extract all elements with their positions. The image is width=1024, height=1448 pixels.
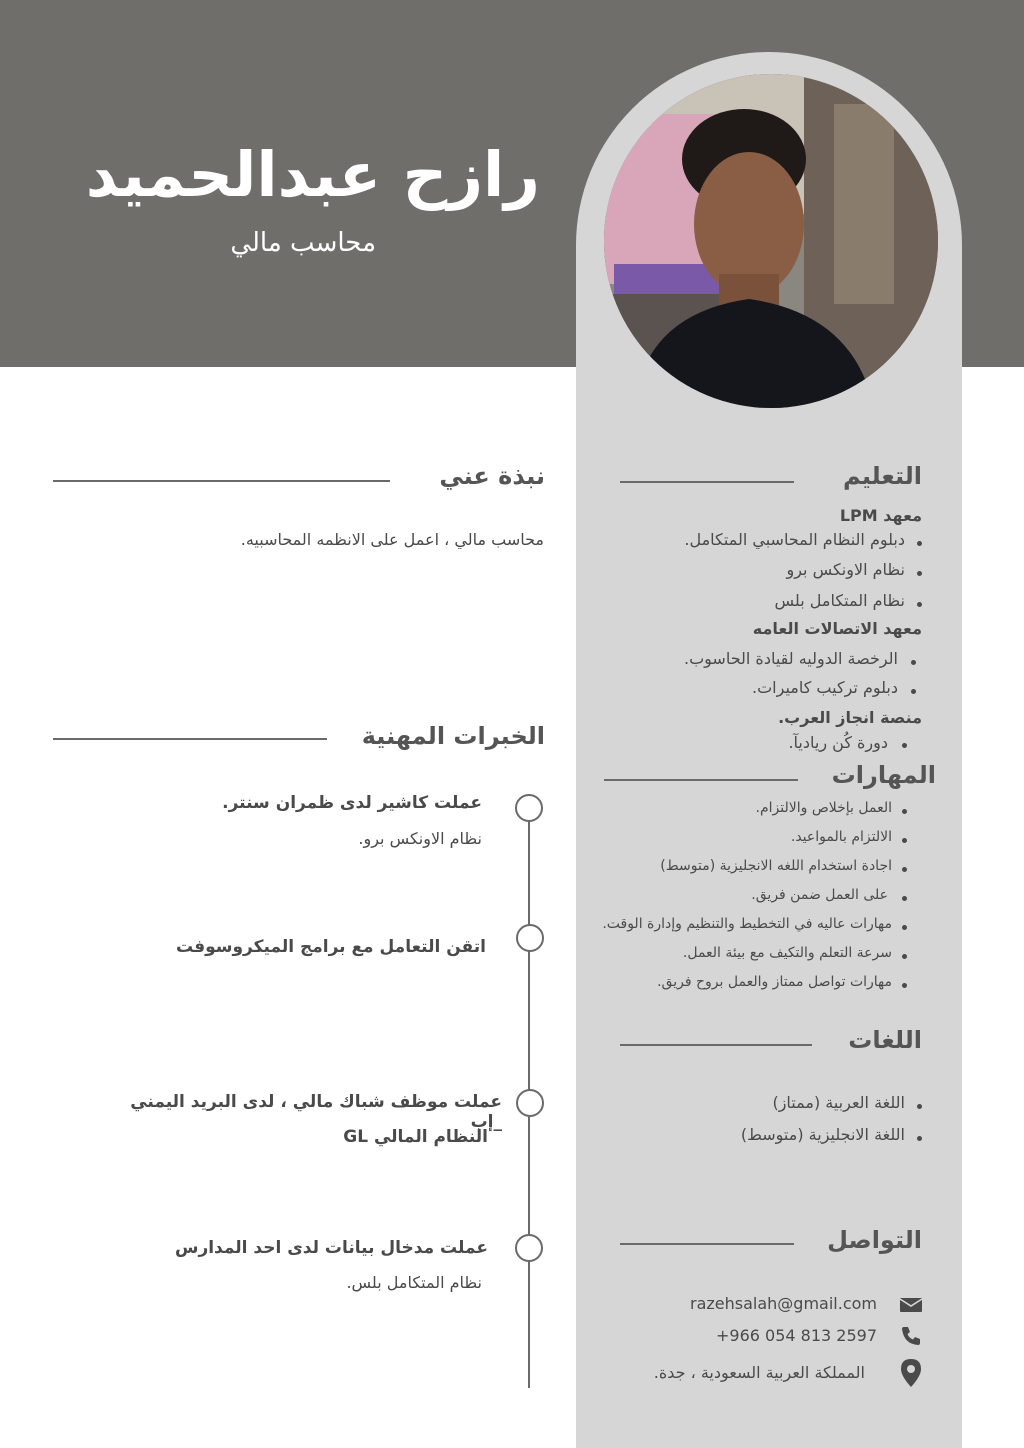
bullet-icon bbox=[902, 954, 907, 959]
phone-icon bbox=[900, 1325, 922, 1347]
education-item: دورة كُن رياديآ. bbox=[788, 733, 888, 752]
education-item: الرخصة الدوليه لقيادة الحاسوب. bbox=[684, 649, 898, 668]
experience-item-title: عملت موظف شباك مالي ، لدى البريد اليمني _إب bbox=[130, 1092, 502, 1132]
experience-divider bbox=[53, 738, 327, 740]
skills-divider bbox=[604, 779, 798, 781]
job-title: محاسب مالي bbox=[230, 228, 376, 258]
skills-title: المهارات bbox=[831, 761, 936, 789]
bullet-icon bbox=[902, 838, 907, 843]
address: المملكة العربية السعودية ، جدة. bbox=[653, 1363, 865, 1382]
bullet-icon bbox=[911, 660, 916, 665]
experience-item-detail: نظام المتكامل بلس. bbox=[346, 1273, 482, 1292]
skill-item: مهارات عاليه في التخطيط والتنظيم وإدارة الوقت. bbox=[602, 916, 892, 932]
timeline-node bbox=[515, 794, 543, 822]
bullet-icon bbox=[917, 541, 922, 546]
bullet-icon bbox=[902, 867, 907, 872]
language-item: اللغة العربية (ممتاز) bbox=[772, 1093, 905, 1112]
bullet-icon bbox=[902, 809, 907, 814]
education-title: التعليم bbox=[843, 462, 922, 490]
bullet-icon bbox=[917, 602, 922, 607]
email-icon bbox=[899, 1296, 923, 1314]
experience-item-detail: النظام المالي GL bbox=[343, 1127, 488, 1147]
bullet-icon bbox=[917, 571, 922, 576]
bullet-icon bbox=[917, 1136, 922, 1141]
experience-item-title: عملت مدخال بيانات لدى احد المدارس bbox=[174, 1238, 488, 1258]
timeline-node bbox=[516, 1089, 544, 1117]
skill-item: اجادة استخدام اللغه الانجليزية (متوسط) bbox=[660, 858, 892, 874]
experience-item-title: عملت كاشير لدى ظمران سنتر. bbox=[222, 793, 482, 813]
location-pin-icon bbox=[900, 1358, 922, 1388]
profile-photo bbox=[604, 74, 938, 408]
timeline-node bbox=[516, 924, 544, 952]
education-item: نظام الاونكس برو bbox=[786, 560, 905, 579]
education-institute: منصة انجاز العرب. bbox=[778, 708, 922, 727]
education-divider bbox=[620, 481, 794, 483]
education-institute: معهد LPM bbox=[839, 506, 922, 525]
about-title: نبذة عني bbox=[439, 462, 545, 490]
skill-item: مهارات تواصل ممتاز والعمل بروح فريق. bbox=[657, 974, 892, 990]
bullet-icon bbox=[911, 689, 916, 694]
skill-item: الالتزام بالمواعيد. bbox=[790, 829, 892, 845]
education-item: نظام المتكامل بلس bbox=[774, 591, 905, 610]
contact-title: التواصل bbox=[827, 1226, 922, 1254]
languages-title: اللغات bbox=[848, 1026, 922, 1054]
email-address[interactable]: razehsalah@gmail.com bbox=[690, 1294, 877, 1313]
bullet-icon bbox=[902, 925, 907, 930]
language-item: اللغة الانجليزية (متوسط) bbox=[740, 1125, 905, 1144]
candidate-name: رازح عبدالحميد bbox=[85, 138, 540, 211]
timeline-node bbox=[515, 1234, 543, 1262]
education-institute: معهد الاتصالات العامه bbox=[752, 619, 922, 638]
education-item: دبلوم تركيب كاميرات. bbox=[752, 678, 898, 697]
contact-divider bbox=[620, 1243, 794, 1245]
bullet-icon bbox=[902, 743, 907, 748]
skill-item: على العمل ضمن فريق. bbox=[751, 887, 888, 903]
experience-title: الخبرات المهنية bbox=[361, 722, 545, 750]
experience-item-title: اتقن التعامل مع برامج الميكروسوفت bbox=[175, 937, 486, 957]
education-item: دبلوم النظام المحاسبي المتكامل. bbox=[684, 530, 905, 549]
bullet-icon bbox=[902, 983, 907, 988]
bullet-icon bbox=[917, 1104, 922, 1109]
about-divider bbox=[53, 480, 390, 482]
skill-item: سرعة التعلم والتكيف مع بيئة العمل. bbox=[682, 945, 892, 961]
bullet-icon bbox=[902, 896, 907, 901]
experience-item-detail: نظام الاونكس برو. bbox=[358, 829, 482, 848]
languages-divider bbox=[620, 1044, 812, 1046]
phone-number[interactable]: +966 054 813 2597 bbox=[716, 1326, 877, 1345]
about-text: محاسب مالي ، اعمل على الانظمه المحاسبيه. bbox=[240, 530, 544, 549]
skill-item: العمل بإخلاص والالتزام. bbox=[755, 800, 892, 816]
